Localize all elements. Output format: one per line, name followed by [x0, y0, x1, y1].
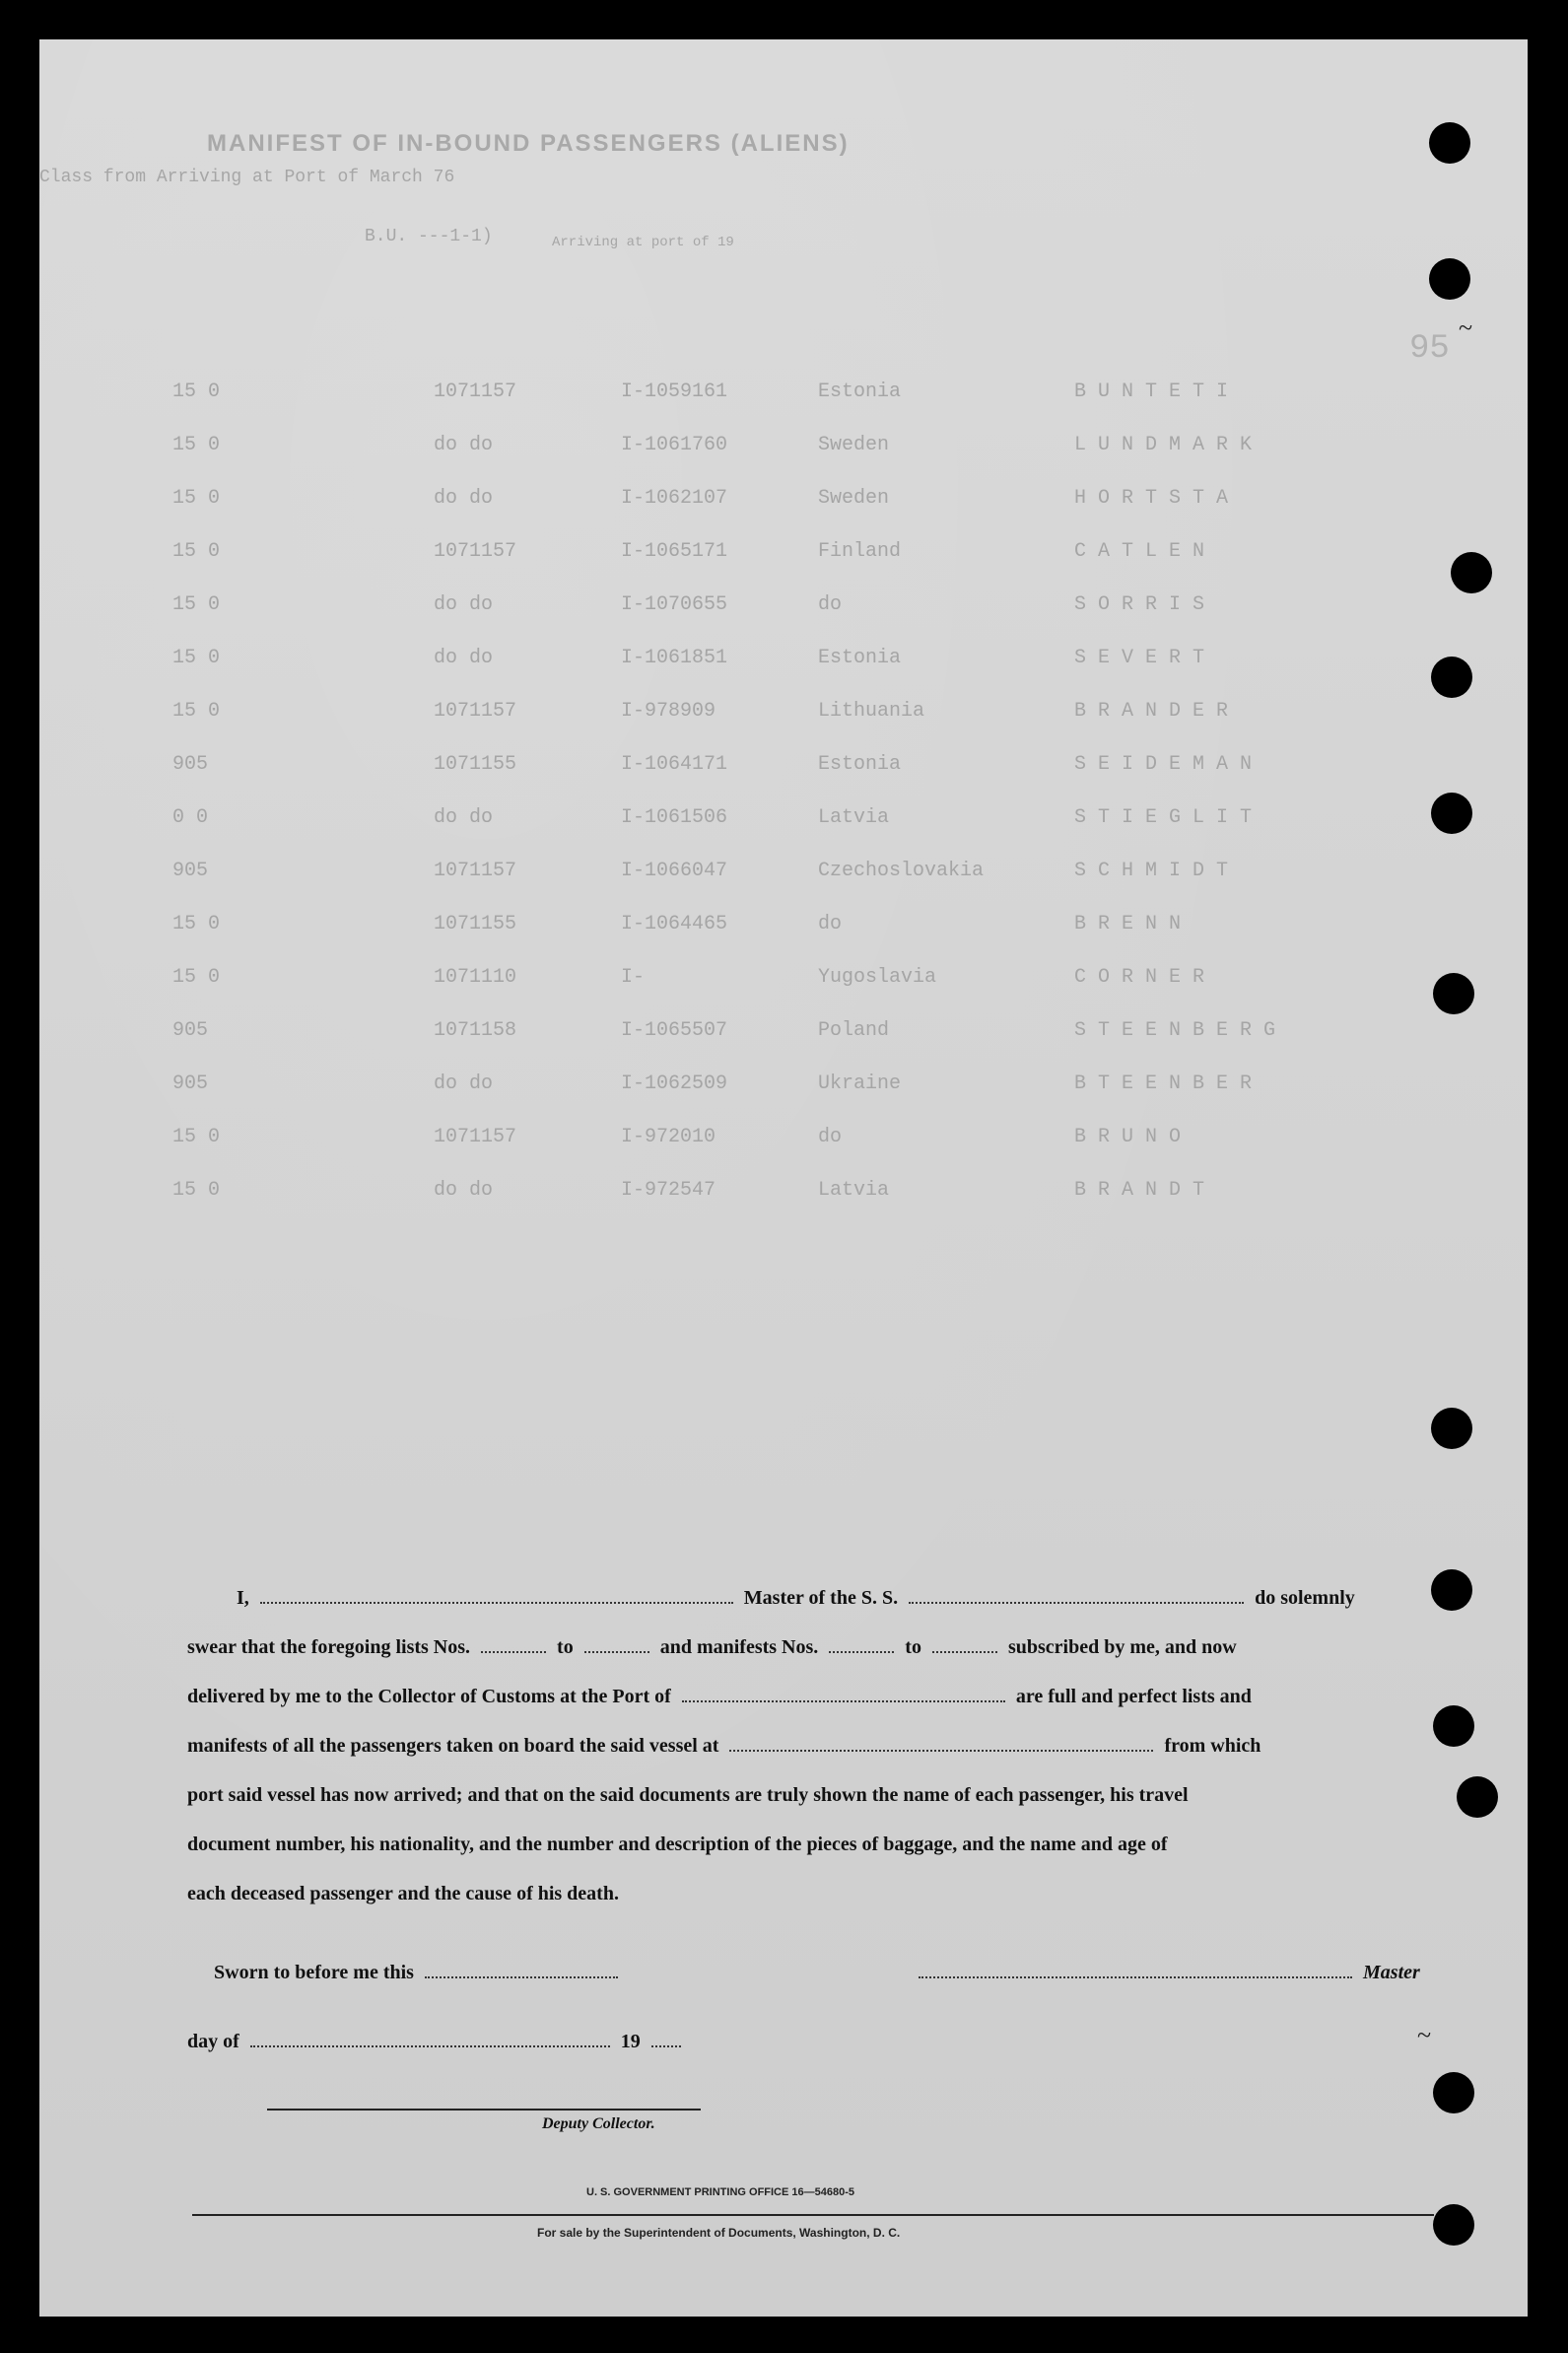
ghost-document-number: I-972010 [621, 1126, 716, 1148]
ghost-code: 15 0 [172, 1126, 221, 1148]
master-signature-label: Master [1363, 1962, 1420, 1983]
ghost-destination: Estonia [818, 381, 902, 403]
ghost-name: B R E N N [1074, 913, 1182, 935]
ghost-date: do do [434, 806, 494, 829]
ghost-document-number: I-972547 [621, 1179, 716, 1202]
ghost-date: do do [434, 647, 494, 669]
oath-line2-a: swear that the foregoing lists Nos. [187, 1636, 471, 1658]
ghost-code: 905 [172, 753, 209, 776]
ghost-row [39, 1126, 1528, 1165]
ghost-date: do do [434, 1179, 494, 1202]
oath-line2-to: to [557, 1636, 574, 1658]
ghost-destination: Yugoslavia [818, 966, 937, 989]
day-of-label: day of [187, 2031, 239, 2052]
ghost-document-number: I-1066047 [621, 860, 728, 882]
ghost-row [39, 806, 1528, 846]
ghost-row [39, 966, 1528, 1005]
ghost-document-number: I-978909 [621, 700, 716, 723]
ghost-date: 1071155 [434, 753, 517, 776]
binder-hole [1431, 793, 1472, 834]
ghost-destination: Finland [818, 540, 902, 563]
binder-hole [1431, 1569, 1472, 1611]
gpo-imprint: U. S. GOVERNMENT PRINTING OFFICE 16—54680-5 [586, 2186, 855, 2198]
ghost-destination: Lithuania [818, 700, 925, 723]
ghost-name: S E V E R T [1074, 647, 1205, 669]
ghost-name: H O R T S T A [1074, 487, 1229, 510]
ghost-date: do do [434, 434, 494, 456]
ghost-name: S E I D E M A N [1074, 753, 1253, 776]
ghost-document-number: I-1064171 [621, 753, 728, 776]
ghost-name: S O R R I S [1074, 593, 1205, 616]
footer-rule [192, 2214, 1434, 2216]
binder-hole [1433, 2072, 1474, 2113]
ghost-row [39, 1019, 1528, 1059]
ghost-document-number: I-1062509 [621, 1073, 728, 1095]
ghost-name: C O R N E R [1074, 966, 1205, 989]
ghost-document-number: I-1070655 [621, 593, 728, 616]
oath-line6: document number, his nationality, and the number and description of the pieces of baggage, and the name and age of [187, 1834, 1168, 1855]
ghost-destination: Latvia [818, 1179, 890, 1202]
ghost-date: do do [434, 593, 494, 616]
ghost-code: 15 0 [172, 647, 221, 669]
oath-master-of: Master of the S. S. [743, 1587, 899, 1609]
ghost-destination: do [818, 1126, 843, 1148]
ghost-name: B T E E N B E R [1074, 1073, 1253, 1095]
pencil-mark: ~ [1417, 2021, 1432, 2049]
ghost-row [39, 434, 1528, 473]
ghost-name: S T I E G L I T [1074, 806, 1253, 829]
ghost-destination: Poland [818, 1019, 890, 1042]
binder-hole [1433, 973, 1474, 1014]
ghost-code: 15 0 [172, 593, 221, 616]
ghost-code: 905 [172, 1073, 209, 1095]
ghost-code: 15 0 [172, 487, 221, 510]
ghost-destination: Sweden [818, 487, 890, 510]
oath-i: I, [237, 1587, 249, 1609]
ghost-row [39, 381, 1528, 420]
binder-hole [1429, 122, 1470, 164]
oath-line7: each deceased passenger and the cause of his death. [187, 1883, 619, 1904]
ghost-date: 1071157 [434, 1126, 517, 1148]
ghost-destination: Ukraine [818, 1073, 902, 1095]
ghost-name: S C H M I D T [1074, 860, 1229, 882]
ghost-date: 1071157 [434, 540, 517, 563]
oath-line4-b: from which [1164, 1735, 1261, 1757]
binder-hole [1451, 552, 1492, 593]
ghost-code: 15 0 [172, 540, 221, 563]
form-title-ghost: MANIFEST OF IN-BOUND PASSENGERS (ALIENS) [207, 130, 850, 157]
ghost-document-number: I-1065507 [621, 1019, 728, 1042]
binder-hole [1433, 1705, 1474, 1747]
manifest-page [39, 39, 1528, 2317]
ghost-name: B R U N O [1074, 1126, 1182, 1148]
header-ghost-line: B.U. ---1-1) [365, 227, 493, 246]
ghost-date: 1071110 [434, 966, 517, 989]
ghost-date: 1071157 [434, 860, 517, 882]
header-ghost-line: Arriving at port of 19 [552, 235, 734, 250]
ghost-destination: Latvia [818, 806, 890, 829]
year-label: 19 [620, 2031, 641, 2052]
ghost-document-number: I-1061506 [621, 806, 728, 829]
ghost-code: 15 0 [172, 913, 221, 935]
ghost-row [39, 700, 1528, 739]
binder-hole [1431, 1408, 1472, 1449]
oath-line2-c: subscribed by me, and now [1007, 1636, 1237, 1658]
oath-line5: port said vessel has now arrived; and that on the said documents are truly shown the name of each passenger, his travel [187, 1784, 1189, 1806]
ghost-date: 1071158 [434, 1019, 517, 1042]
ghost-row [39, 1179, 1528, 1218]
ghost-row [39, 860, 1528, 899]
ghost-document-number: I-1062107 [621, 487, 728, 510]
ghost-code: 15 0 [172, 700, 221, 723]
deputy-signature-line [267, 2095, 701, 2111]
ghost-document-number: I-1065171 [621, 540, 728, 563]
ghost-row [39, 753, 1528, 793]
ghost-name: S T E E N B E R G [1074, 1019, 1276, 1042]
binder-hole [1429, 258, 1470, 300]
oath-line4-a: manifests of all the passengers taken on board the said vessel at [187, 1735, 719, 1757]
oath-line3-b: are full and perfect lists and [1015, 1686, 1252, 1707]
ghost-destination: Czechoslovakia [818, 860, 985, 882]
ghost-document-number: I-1061851 [621, 647, 728, 669]
ghost-destination: do [818, 593, 843, 616]
ghost-name: C A T L E N [1074, 540, 1205, 563]
ghost-date: do do [434, 1073, 494, 1095]
binder-hole [1431, 657, 1472, 698]
ghost-code: 0 0 [172, 806, 209, 829]
list-number-ghost: 95 [1409, 330, 1450, 368]
ghost-destination: Sweden [818, 434, 890, 456]
ghost-row [39, 913, 1528, 952]
binder-hole [1457, 1776, 1498, 1818]
ghost-code: 905 [172, 1019, 209, 1042]
ghost-destination: Estonia [818, 753, 902, 776]
ghost-row [39, 487, 1528, 526]
ghost-destination: Estonia [818, 647, 902, 669]
header-ghost-line: Class from Arriving at Port of March 76 [39, 168, 455, 187]
ghost-destination: do [818, 913, 843, 935]
ghost-document-number: I- [621, 966, 646, 989]
ghost-code: 15 0 [172, 966, 221, 989]
ghost-date: do do [434, 487, 494, 510]
sale-imprint: For sale by the Superintendent of Documents, Washington, D. C. [537, 2226, 901, 2240]
binder-hole [1433, 2204, 1474, 2246]
ghost-code: 905 [172, 860, 209, 882]
ghost-name: B R A N D E R [1074, 700, 1229, 723]
oath-line2-b: and manifests Nos. [659, 1636, 819, 1658]
ghost-document-number: I-1064465 [621, 913, 728, 935]
sworn-label: Sworn to before me this [214, 1962, 414, 1983]
ghost-row [39, 593, 1528, 633]
oath-do-solemnly: do solemnly [1255, 1587, 1355, 1609]
ghost-code: 15 0 [172, 434, 221, 456]
pencil-mark: ~ [1459, 313, 1473, 342]
ghost-name: B U N T E T I [1074, 381, 1229, 403]
oath-line2-to2: to [905, 1636, 921, 1658]
ghost-name: B R A N D T [1074, 1179, 1205, 1202]
ghost-name: L U N D M A R K [1074, 434, 1253, 456]
ghost-row [39, 1073, 1528, 1112]
ghost-code: 15 0 [172, 381, 221, 403]
ghost-date: 1071157 [434, 381, 517, 403]
ghost-document-number: I-1059161 [621, 381, 728, 403]
ghost-date: 1071155 [434, 913, 517, 935]
deputy-collector-label: Deputy Collector. [542, 2115, 655, 2132]
ghost-row [39, 647, 1528, 686]
ghost-date: 1071157 [434, 700, 517, 723]
ghost-code: 15 0 [172, 1179, 221, 1202]
ghost-document-number: I-1061760 [621, 434, 728, 456]
oath-line3-a: delivered by me to the Collector of Customs at the Port of [187, 1686, 671, 1707]
ghost-row [39, 540, 1528, 580]
